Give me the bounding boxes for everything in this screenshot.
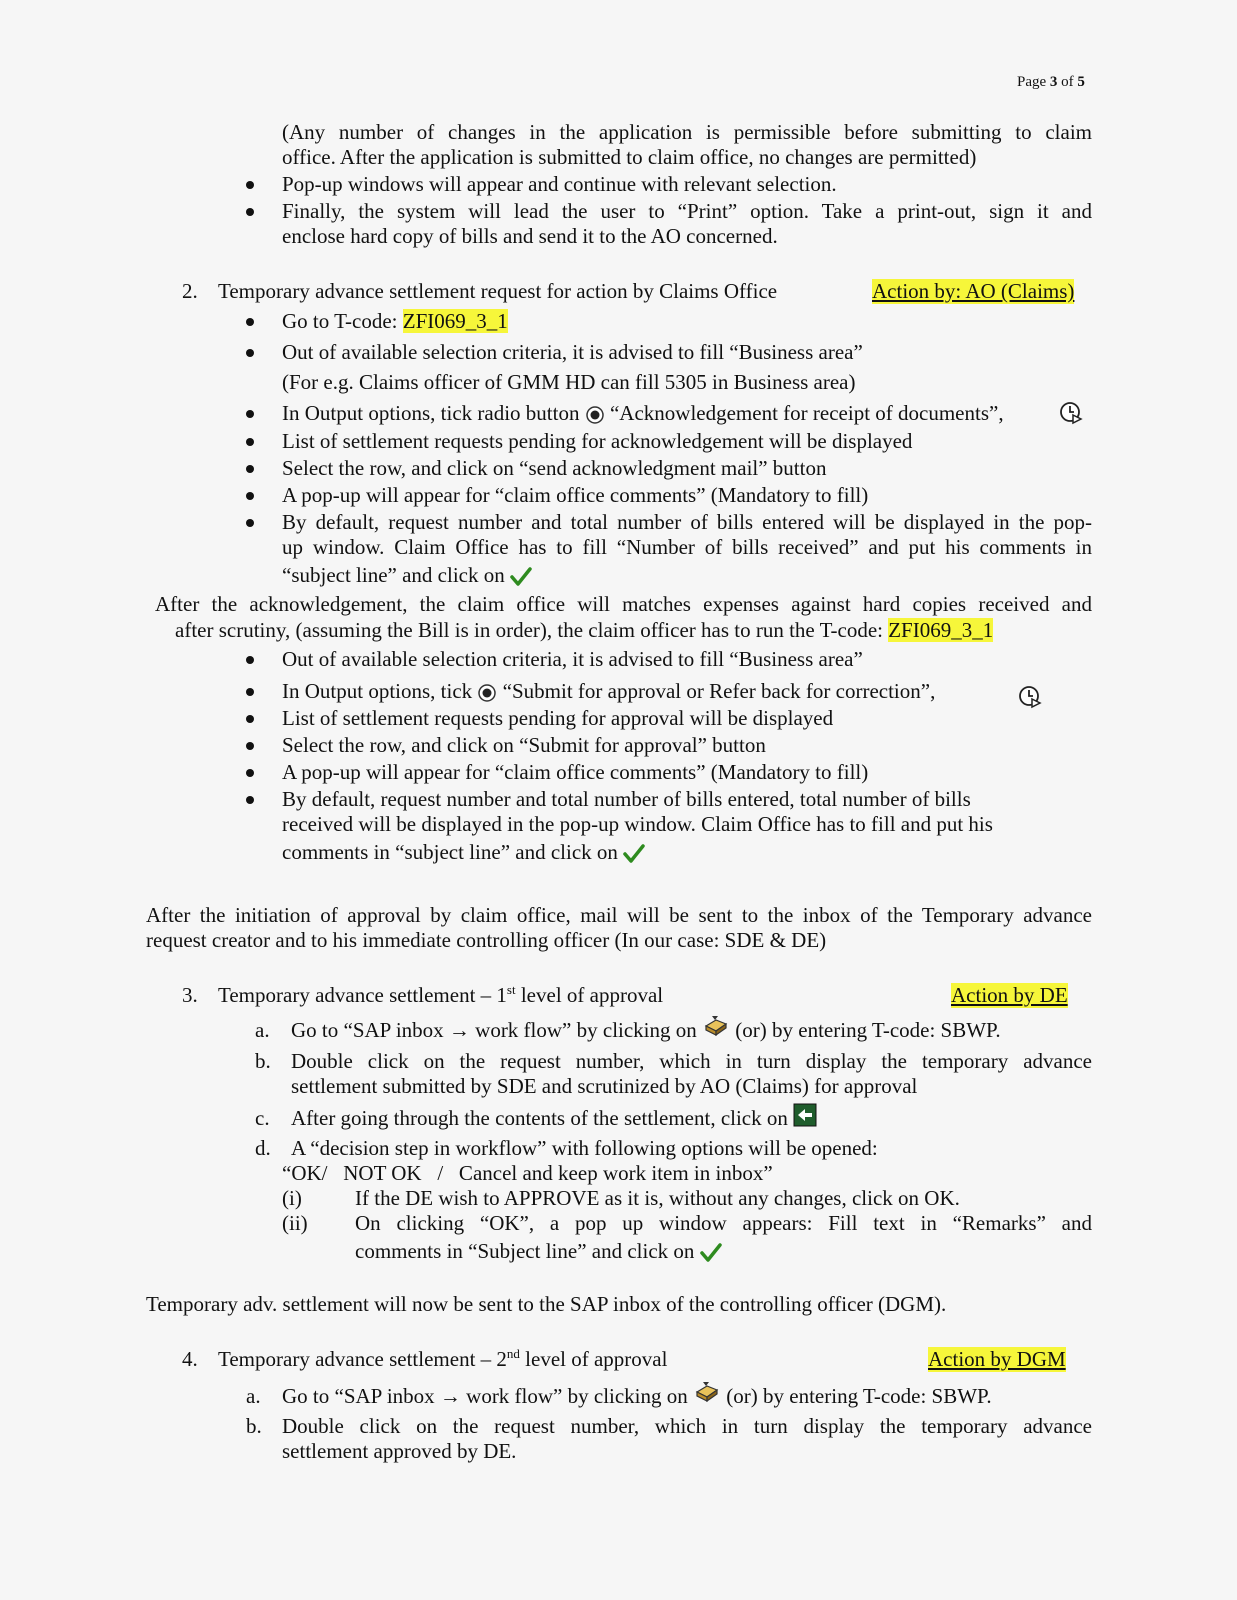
page-number: Page 3 of 5: [1017, 74, 1085, 90]
s3-item-b-line-1: Double click on the request number, which in turn display the temporary advance: [291, 1049, 1092, 1073]
bullet: [246, 318, 254, 326]
section-3-number: 3.: [182, 983, 198, 1007]
paragraph-approval-initiation-line-2: request creator and to his immediate controlling officer (In our case: SDE & DE): [146, 928, 827, 952]
green-back-arrow-icon: [793, 1103, 817, 1127]
section-2-number: 2.: [182, 279, 198, 303]
s3-item-d-options: “OK/ NOT OK / Cancel and keep work item in inbox”: [282, 1161, 773, 1185]
s2-bullet-list: List of settlement requests pending for acknowledgement will be displayed: [282, 429, 913, 453]
execute-clock-icon: [1017, 684, 1043, 710]
intro-line-2: office. After the application is submitted to claim office, no changes are permitted): [282, 145, 977, 169]
bullet: [246, 715, 254, 723]
bullet: [246, 519, 254, 527]
section-2-action-badge: Action by: AO (Claims): [872, 279, 1075, 303]
s3-item-c-label: c.: [255, 1106, 270, 1130]
section-3-title: Temporary advance settlement – 1st level of approval: [218, 982, 664, 1007]
s3-item-b-line-2: settlement submitted by SDE and scrutinized by AO (Claims) for approval: [291, 1074, 918, 1098]
section-4-action-badge: Action by DGM: [928, 1347, 1066, 1371]
s2-bullet-output-options: In Output options, tick radio button “Acknowledgement for receipt of documents”,: [282, 401, 1004, 425]
tcode-highlight: ZFI069_3_1: [402, 309, 508, 333]
s2-bullet-select-row: Select the row, and click on “send acknowledgment mail” button: [282, 456, 827, 480]
s4-item-b-line-2: settlement approved by DE.: [282, 1439, 517, 1463]
s3-item-a: Go to “SAP inbox → work flow” by clicking on (or) by entering T-code: SBWP.: [291, 1018, 1001, 1043]
s2-bullet-business-area-example: (For e.g. Claims officer of GMM HD can fill 5305 in Business area): [282, 370, 856, 394]
green-check-icon: [623, 844, 645, 864]
bullet: [246, 410, 254, 418]
radio-button-icon: [585, 405, 605, 425]
s2-bullet-popup: A pop-up will appear for “claim office comments” (Mandatory to fill): [282, 483, 869, 507]
s2-c-bullet-default-line-1: By default, request number and total number of bills entered, total number of bills: [282, 787, 971, 811]
paragraph-sent-to-dgm: Temporary adv. settlement will now be sent to the SAP inbox of the controlling officer (DGM).: [146, 1292, 947, 1316]
s2-bullet-tcode: Go to T-code: ZFI069_3_1: [282, 309, 508, 333]
s3-sub-i-label: (i): [282, 1186, 302, 1210]
intro-bullet-1: Pop-up windows will appear and continue with relevant selection.: [282, 172, 837, 196]
intro-bullet-2-line-2: enclose hard copy of bills and send it to the AO concerned.: [282, 224, 778, 248]
s2-c-bullet-output-options: In Output options, tick “Submit for approval or Refer back for correction”,: [282, 679, 936, 703]
s4-item-a: Go to “SAP inbox → work flow” by clicking on (or) by entering T-code: SBWP.: [282, 1384, 992, 1409]
intro-bullet-2-line-1: Finally, the system will lead the user to “Print” option. Take a print-out, sign it and: [282, 199, 1092, 223]
s3-item-b-label: b.: [255, 1049, 271, 1073]
bullet: [246, 438, 254, 446]
s3-item-a-label: a.: [255, 1018, 270, 1042]
s3-item-c: After going through the contents of the settlement, click on: [291, 1106, 817, 1131]
s3-sub-ii-line-1: On clicking “OK”, a pop up window appears: Fill text in “Remarks” and: [355, 1211, 1092, 1235]
execute-clock-icon: [1058, 400, 1084, 426]
green-check-icon: [700, 1243, 722, 1263]
s2-bullet-default-line-2: up window. Claim Office has to fill “Number of bills received” and put his comments in: [282, 535, 1092, 559]
section-4-number: 4.: [182, 1347, 198, 1371]
bullet: [246, 742, 254, 750]
s2-c-bullet-default-line-3: comments in “subject line” and click on: [282, 840, 645, 865]
bullet: [246, 688, 254, 696]
section-3-action-badge: Action by DE: [951, 983, 1068, 1007]
bullet: [246, 769, 254, 777]
s4-item-a-label: a.: [246, 1384, 261, 1408]
s4-item-b-label: b.: [246, 1414, 262, 1438]
section-4-title: Temporary advance settlement – 2nd level of approval: [218, 1346, 668, 1371]
s2-c-bullet-list: List of settlement requests pending for approval will be displayed: [282, 706, 834, 730]
tcode-highlight: ZFI069_3_1: [888, 618, 994, 642]
s3-sub-i: If the DE wish to APPROVE as it is, without any changes, click on OK.: [355, 1186, 960, 1210]
bullet: [246, 465, 254, 473]
bullet: [246, 492, 254, 500]
s2-bullet-default-line-3: “subject line” and click on: [282, 563, 532, 588]
bullet: [246, 181, 254, 189]
s2-c-bullet-popup: A pop-up will appear for “claim office comments” (Mandatory to fill): [282, 760, 869, 784]
s2-bullet-business-area: Out of available selection criteria, it is advised to fill “Business area”: [282, 340, 863, 364]
s3-sub-ii-label: (ii): [282, 1211, 308, 1235]
s3-item-d-label: d.: [255, 1136, 271, 1160]
bullet: [246, 656, 254, 664]
radio-button-icon: [477, 683, 497, 703]
paragraph-approval-initiation-line-1: After the initiation of approval by claim office, mail will be sent to the inbox of the Temporary advance: [146, 903, 1092, 927]
s2-bullet-default-line-1: By default, request number and total number of bills entered will be displayed in the pop-: [282, 510, 1092, 534]
s2-c-bullet-default-line-2: received will be displayed in the pop-up window. Claim Office has to fill and put his: [282, 812, 993, 836]
after-ack-line-1: After the acknowledgement, the claim office will matches expenses against hard copies received and: [155, 592, 1092, 616]
bullet: [246, 349, 254, 357]
green-check-icon: [510, 567, 532, 587]
section-2-title: Temporary advance settlement request for action by Claims Office: [218, 279, 778, 303]
s3-item-d-line-1: A “decision step in workflow” with following options will be opened:: [291, 1136, 878, 1160]
bullet: [246, 208, 254, 216]
bullet: [246, 796, 254, 804]
after-ack-line-2: after scrutiny, (assuming the Bill is in order), the claim officer has to run the T-code: ZFI069_3_1: [175, 618, 994, 642]
s2-c-bullet-select-row: Select the row, and click on “Submit for approval” button: [282, 733, 766, 757]
sap-inbox-icon: [702, 1014, 730, 1038]
sap-inbox-icon: [693, 1380, 721, 1404]
s3-sub-ii-line-2: comments in “Subject line” and click on: [355, 1239, 722, 1264]
intro-line-1: (Any number of changes in the application is permissible before submitting to claim: [282, 120, 1092, 144]
s2-c-bullet-business-area: Out of available selection criteria, it is advised to fill “Business area”: [282, 647, 863, 671]
s4-item-b-line-1: Double click on the request number, which in turn display the temporary advance: [282, 1414, 1092, 1438]
